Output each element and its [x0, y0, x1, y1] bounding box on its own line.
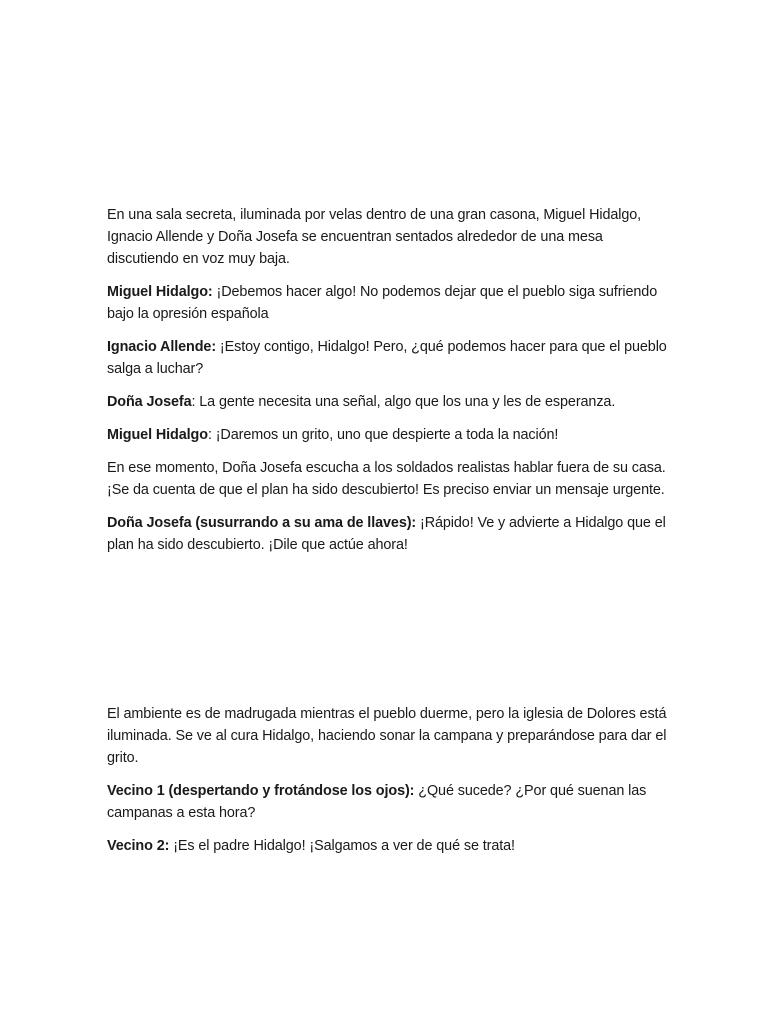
dialogue-line [107, 336, 667, 380]
speaker-name: Doña Josefa [107, 394, 192, 410]
dialogue-text: : La gente necesita una señal, algo que los una y les de esperanza. [191, 394, 616, 410]
dialogue-line [107, 424, 667, 446]
speaker-name: Ignacio Allende: [107, 339, 217, 355]
dialogue-text: ¡Debemos hacer algo! No podemos dejar que el pueblo siga sufriendo bajo la opresión española [107, 284, 658, 322]
dialogue-text: : ¡Daremos un grito, uno que despierte a toda la nación! [207, 427, 559, 443]
scene-1-intro: En una sala secreta, iluminada por velas dentro de una gran casona, Miguel Hidalgo, Ignacio Allende y Doña Josefa se encuentran sentados alrededor de una mesa discutiendo en voz muy baja. [107, 207, 642, 267]
dialogue-line [107, 780, 667, 824]
dialogue-line [107, 512, 667, 556]
speaker-name: Vecino 2: [107, 838, 170, 854]
speaker-name: Doña Josefa (susurrando a su ama de llaves): [107, 515, 417, 531]
dialogue-line [107, 391, 667, 413]
dialogue-text: ¡Rápido! Ve y advierte a Hidalgo que el plan ha sido descubierto. ¡Dile que actúe ahora! [107, 515, 666, 553]
scene-2 [107, 703, 667, 868]
dialogue-text: ¡Estoy contigo, Hidalgo! Pero, ¿qué podemos hacer para que el pueblo salga a luchar? [107, 339, 667, 377]
speaker-name: Vecino 1 (despertando y frotándose los ojos): [107, 783, 415, 799]
scene-1-narration: En ese momento, Doña Josefa escucha a los soldados realistas hablar fuera de su casa. ¡Se da cuenta de que el plan ha sido descubierto! Es preciso enviar un mensaje urgente. [107, 460, 666, 498]
scene-2-intro: El ambiente es de madrugada mientras el pueblo duerme, pero la iglesia de Dolores está iluminada. Se ve al cura Hidalgo, haciendo sonar la campana y preparándose para dar el grito. [107, 706, 667, 766]
dialogue-text: ¿Qué sucede? ¿Por qué suenan las campanas a esta hora? [107, 783, 647, 821]
scene-1 [107, 204, 667, 567]
speaker-name: Miguel Hidalgo [107, 427, 208, 443]
dialogue-line [107, 281, 667, 325]
speaker-name: Miguel Hidalgo: [107, 284, 213, 300]
dialogue-text: ¡Es el padre Hidalgo! ¡Salgamos a ver de qué se trata! [169, 838, 515, 854]
dialogue-line [107, 835, 667, 857]
